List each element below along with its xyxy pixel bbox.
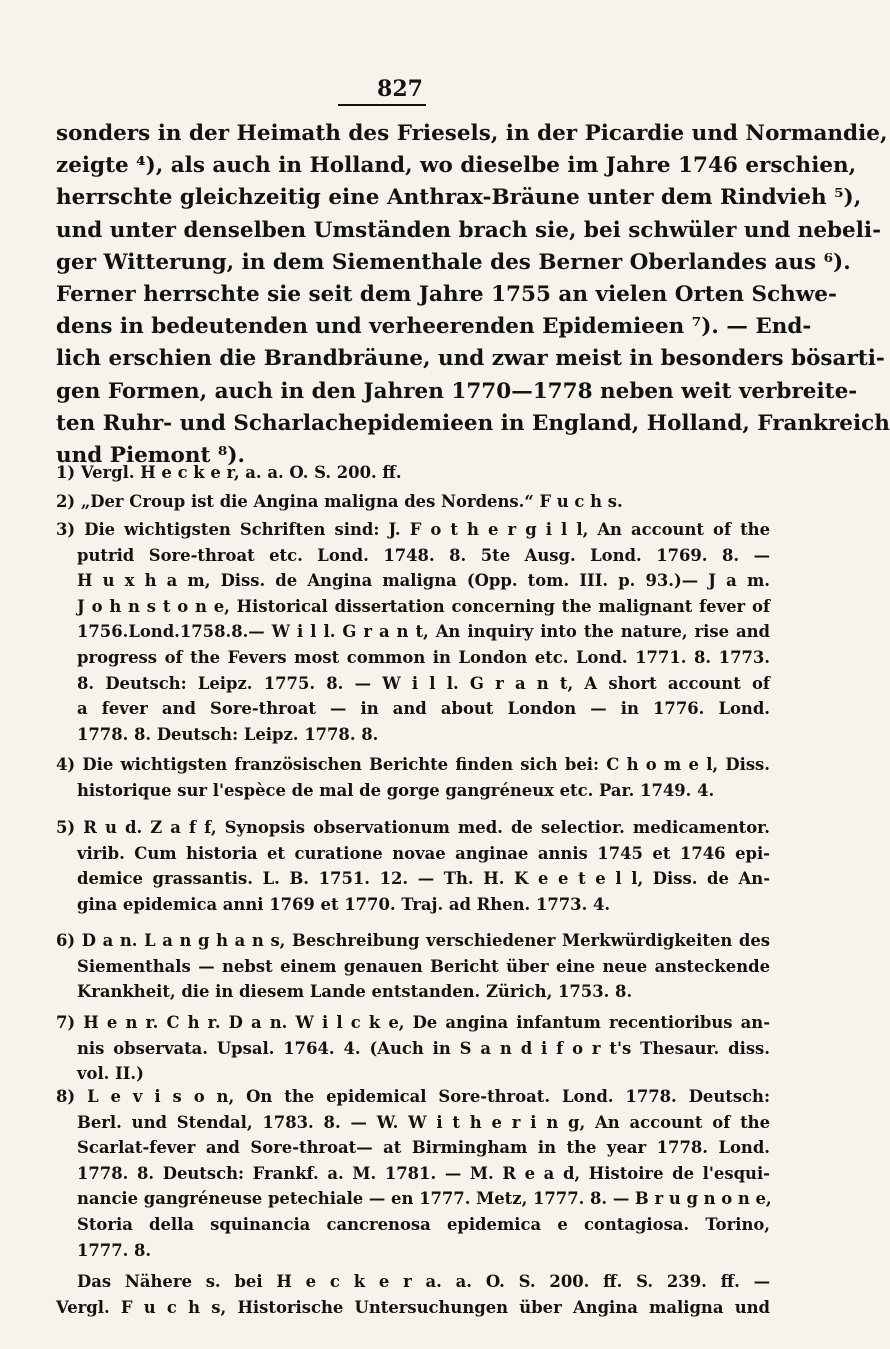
body-line: und Piemont ⁸). xyxy=(56,443,246,469)
footnote-line: historique sur l'espèce de mal de gorge gangréneux etc. Par. 1749. 4. xyxy=(77,780,715,800)
footnote-line: 3) Die wichtigsten Schriften sind: J. F o t h e r g i l l, An account of the xyxy=(56,520,770,539)
footnote-line: Vergl. F u c h s, Historische Untersuchungen über Angina maligna und xyxy=(56,1297,770,1317)
footnote-line: 1756.Lond.1758.8.— W i l l. G r a n t, An inquiry into the nature, rise and xyxy=(77,622,770,642)
footnote-line: 1778. 8. Deutsch: Leipz. 1778. 8. xyxy=(77,724,379,744)
body-line: Ferner herrschte sie seit dem Jahre 1755 an vielen Orten Schwe- xyxy=(56,282,837,308)
page-number-rule xyxy=(338,104,426,106)
body-line: ten Ruhr- und Scharlachepidemieen in England, Holland, Frankreich xyxy=(56,410,890,436)
footnote-4 xyxy=(56,752,770,803)
footnote-line: vol. II.) xyxy=(77,1064,144,1084)
body-line: lich erschien die Brandbräune, und zwar meist in besonders bösarti- xyxy=(56,346,885,372)
footnote-line: nis observata. Upsal. 1764. 4. (Auch in S a n d i f o r t's Thesaur. diss. xyxy=(77,1038,770,1058)
footnote-line: 8) L e v i s o n, On the epidemical Sore-throat. Lond. 1778. Deutsch: xyxy=(56,1087,770,1106)
body-line: dens in bedeutenden und verheerenden Epidemieen ⁷). — End- xyxy=(56,314,812,340)
footnote-line: progress of the Fevers most common in London etc. Lond. 1771. 8. 1773. xyxy=(77,647,770,667)
footnote-line: demice grassantis. L. B. 1751. 12. — Th. H. K e e t e l l, Diss. de An- xyxy=(77,869,770,889)
footnote-line: 1778. 8. Deutsch: Frankf. a. M. 1781. — M. R e a d, Histoire de l'esqui- xyxy=(77,1163,770,1183)
body-paragraph xyxy=(56,118,890,472)
footnote-line: a fever and Sore-throat — in and about London — in 1776. Lond. xyxy=(77,699,770,719)
body-line: herrschte gleichzeitig eine Anthrax-Bräune unter dem Rindvieh ⁵), xyxy=(56,185,862,211)
body-line: zeigte ⁴), als auch in Holland, wo dieselbe im Jahre 1746 erschien, xyxy=(56,153,857,179)
footnote-line: nancie gangréneuse petechiale — en 1777. Metz, 1777. 8. — B r u g n o n e, xyxy=(77,1189,772,1209)
footnote-5 xyxy=(56,815,770,917)
page-number: 827 xyxy=(377,76,423,102)
footnote-line: 1777. 8. xyxy=(77,1240,152,1260)
footnote-line: Siementhals — nebst einem genauen Bericht über eine neue ansteckende xyxy=(77,956,770,976)
footnote-line: Krankheit, die in diesem Lande entstanden. Zürich, 1753. 8. xyxy=(77,982,633,1002)
footnote-line: Das Nähere s. bei H e c k e r a. a. O. S. 200. ff. S. 239. ff. — xyxy=(77,1272,770,1292)
footnote-line: 6) D a n. L a n g h a n s, Beschreibung verschiedener Merkwürdigkeiten des xyxy=(56,931,770,950)
footnote-line: J o h n s t o n e, Historical dissertation concerning the malignant fever of xyxy=(77,596,770,616)
footnote-line: Storia della squinancia cancrenosa epidemica e contagiosa. Torino, xyxy=(77,1214,770,1234)
footnote-line: gina epidemica anni 1769 et 1770. Traj. ad Rhen. 1773. 4. xyxy=(77,894,611,914)
body-line: sonders in der Heimath des Friesels, in der Picardie und Normandie, xyxy=(56,121,888,146)
footnote-2 xyxy=(56,489,770,515)
body-line: gen Formen, auch in den Jahren 1770—1778 neben weit verbreite- xyxy=(56,378,858,404)
footnote-line: 8. Deutsch: Leipz. 1775. 8. — W i l l. G r a n t, A short account of xyxy=(77,673,770,693)
footnote-line: 7) H e n r. C h r. D a n. W i l c k e, De angina infantum recentioribus an- xyxy=(56,1013,770,1032)
footnote-line: 2) „Der Croup ist die Angina maligna des Nordens.“ F u c h s. xyxy=(56,492,623,511)
footnote-line: 4) Die wichtigsten französischen Berichte finden sich bei: C h o m e l, Diss. xyxy=(56,755,770,774)
footnote-line: 5) R u d. Z a f f, Synopsis observationum med. de selectior. medicamentor. xyxy=(56,818,770,837)
body-line: ger Witterung, in dem Siementhale des Berner Oberlandes aus ⁶). xyxy=(56,249,851,275)
footnote-6 xyxy=(56,928,770,1005)
footnote-line: 1) Vergl. H e c k e r, a. a. O. S. 200. ff. xyxy=(56,463,402,482)
footnote-line: H u x h a m, Diss. de Angina maligna (Opp. tom. III. p. 93.)— J a m. xyxy=(77,571,770,591)
footnote-3 xyxy=(56,517,770,747)
footnote-line: Berl. und Stendal, 1783. 8. — W. W i t h e r i n g, An account of the xyxy=(77,1112,770,1132)
footnote-line: virib. Cum historia et curatione novae anginae annis 1745 et 1746 epi- xyxy=(77,843,770,863)
footnote-line: Scarlat-fever and Sore-throat— at Birmingham in the year 1778. Lond. xyxy=(77,1138,770,1158)
footnote-8 xyxy=(56,1084,770,1320)
footnote-1 xyxy=(56,460,770,486)
footnote-line: putrid Sore-throat etc. Lond. 1748. 8. 5te Ausg. Lond. 1769. 8. — xyxy=(77,545,770,565)
body-line: und unter denselben Umständen brach sie, bei schwüler und nebeli- xyxy=(56,217,881,243)
footnote-7 xyxy=(56,1010,770,1087)
